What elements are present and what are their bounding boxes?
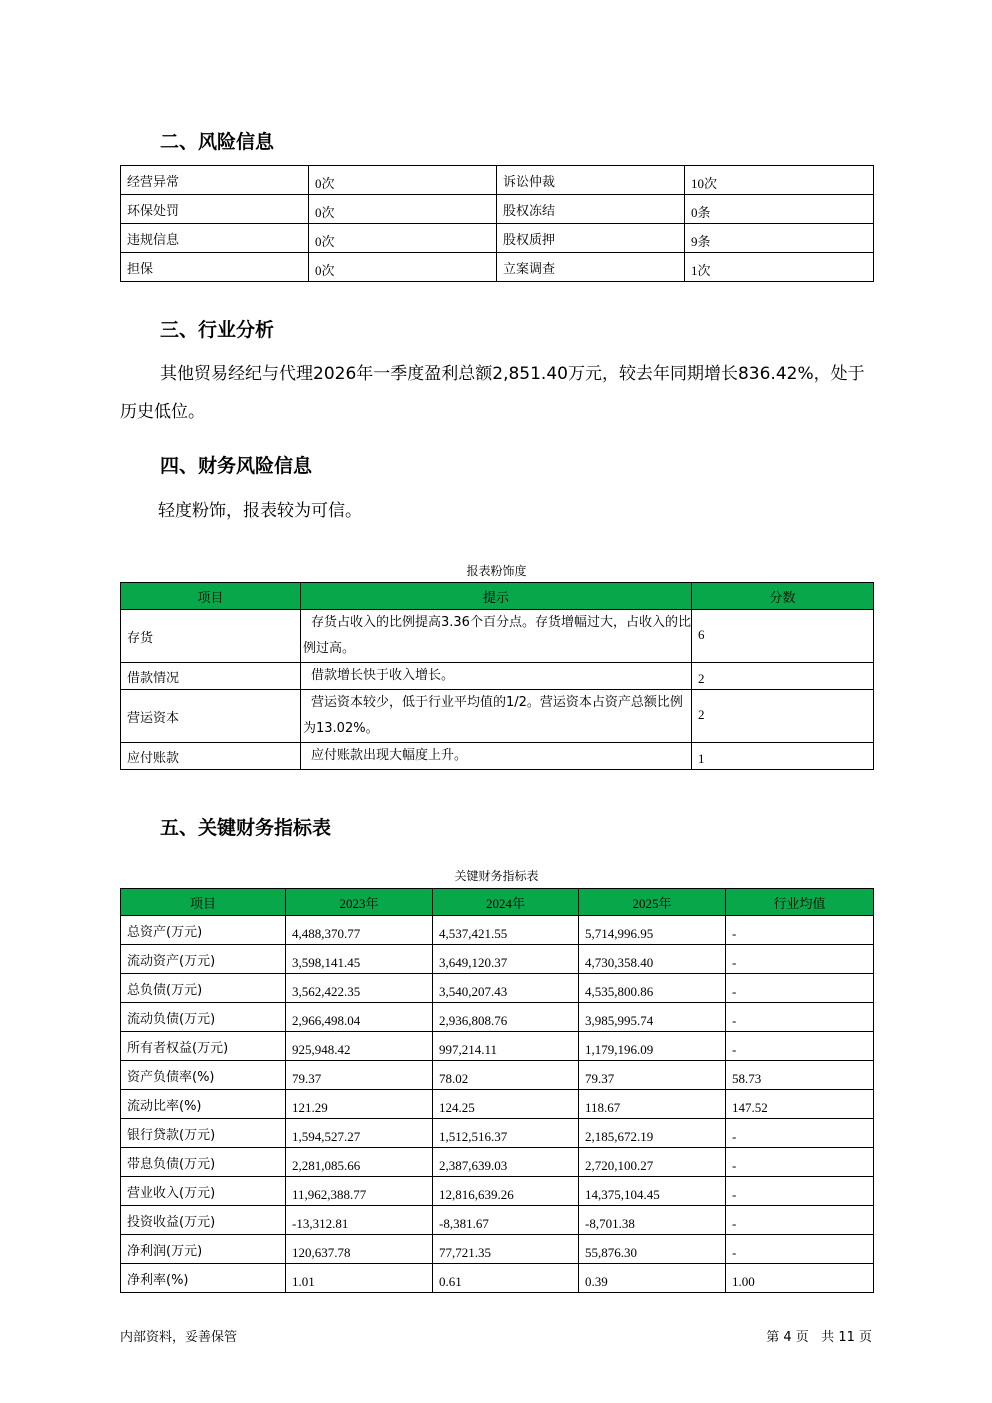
whitewash-score: 2 [692, 690, 874, 743]
table-row [121, 1032, 874, 1061]
metric-value: 997,214.11 [433, 1032, 579, 1061]
risk-count: 1次 [685, 253, 874, 282]
col-header-tip: 提示 [301, 583, 692, 610]
risk-table [120, 165, 874, 282]
whitewash-score: 2 [692, 663, 874, 690]
metric-value: - [726, 916, 874, 945]
risk-label: 诉讼仲裁 [497, 166, 685, 195]
metric-value: 1.01 [286, 1264, 433, 1293]
whitewash-item: 存货 [121, 610, 301, 663]
metric-value: -8,381.67 [433, 1206, 579, 1235]
fin-risk-paragraph: 轻度粉饰，报表较为可信。 [158, 501, 362, 521]
metric-value: 2,281,085.66 [286, 1148, 433, 1177]
risk-label: 环保处罚 [121, 195, 309, 224]
table-row [121, 253, 874, 282]
metric-value: 79.37 [286, 1061, 433, 1090]
key-table-caption: 关键财务指标表 [454, 869, 539, 883]
metric-value: 1,594,527.27 [286, 1119, 433, 1148]
footer-page-number: 第 4 页 共 11 页 [766, 1330, 872, 1345]
metric-value: 925,948.42 [286, 1032, 433, 1061]
table-row [121, 1148, 874, 1177]
risk-label: 经营异常 [121, 166, 309, 195]
metric-value: 3,649,120.37 [433, 945, 579, 974]
metric-value: 3,985,995.74 [579, 1003, 726, 1032]
metric-value: 2,936,808.76 [433, 1003, 579, 1032]
table-row [121, 166, 874, 195]
metric-value: 2,387,639.03 [433, 1148, 579, 1177]
whitewash-tip [301, 690, 692, 743]
table-row [121, 224, 874, 253]
whitewash-tip-line: 应付账款出现大幅度上升。 [311, 748, 468, 763]
metric-label: 总负债(万元) [121, 974, 286, 1003]
risk-count: 9条 [685, 224, 874, 253]
whitewash-score: 6 [692, 610, 874, 663]
table-row [121, 663, 874, 690]
metric-value: 0.61 [433, 1264, 579, 1293]
table-row [121, 1061, 874, 1090]
whitewash-tip [301, 663, 692, 690]
risk-count: 10次 [685, 166, 874, 195]
whitewash-item: 营运资本 [121, 690, 301, 743]
metric-value: 4,537,421.55 [433, 916, 579, 945]
risk-count: 0次 [309, 166, 497, 195]
metric-label: 带息负债(万元) [121, 1148, 286, 1177]
whitewash-score: 1 [692, 743, 874, 770]
risk-label: 违规信息 [121, 224, 309, 253]
whitewash-table [120, 582, 874, 770]
col-header-industry-avg: 行业均值 [726, 889, 874, 916]
metric-value: 79.37 [579, 1061, 726, 1090]
metric-label: 总资产(万元) [121, 916, 286, 945]
metric-value: 121.29 [286, 1090, 433, 1119]
metric-value: 14,375,104.45 [579, 1177, 726, 1206]
table-row [121, 1177, 874, 1206]
metric-label: 流动比率(%) [121, 1090, 286, 1119]
risk-label: 股权质押 [497, 224, 685, 253]
metric-value: - [726, 974, 874, 1003]
metric-value: 3,540,207.43 [433, 974, 579, 1003]
metric-value: 1,512,516.37 [433, 1119, 579, 1148]
table-row [121, 195, 874, 224]
table-row [121, 1264, 874, 1293]
metric-value: - [726, 1148, 874, 1177]
metric-value: 12,816,639.26 [433, 1177, 579, 1206]
metric-label: 净利率(%) [121, 1264, 286, 1293]
industry-paragraph: 其他贸易经纪与代理2026年一季度盈利总额2,851.40万元，较去年同期增长836.42%，处于历史低位。 [120, 364, 865, 422]
metric-value: 118.67 [579, 1090, 726, 1119]
table-row [121, 1206, 874, 1235]
metric-value: 147.52 [726, 1090, 874, 1119]
whitewash-item: 应付账款 [121, 743, 301, 770]
metric-value: -8,701.38 [579, 1206, 726, 1235]
metric-label: 资产负债率(%) [121, 1061, 286, 1090]
table-row [121, 690, 874, 743]
metric-value: 120,637.78 [286, 1235, 433, 1264]
table-row [121, 1090, 874, 1119]
metric-value: 2,720,100.27 [579, 1148, 726, 1177]
col-header-2023: 2023年 [286, 889, 433, 916]
section-title-risk: 二、风险信息 [160, 131, 275, 153]
metric-value: - [726, 1177, 874, 1206]
metric-value: 3,598,141.45 [286, 945, 433, 974]
metric-value: 5,714,996.95 [579, 916, 726, 945]
metric-value: 2,185,672.19 [579, 1119, 726, 1148]
metric-value: - [726, 945, 874, 974]
metric-value: - [726, 1003, 874, 1032]
table-row [121, 743, 874, 770]
metric-value: 2,966,498.04 [286, 1003, 433, 1032]
table-row [121, 974, 874, 1003]
col-header-score: 分数 [692, 583, 874, 610]
metric-label: 营业收入(万元) [121, 1177, 286, 1206]
metric-label: 流动负债(万元) [121, 1003, 286, 1032]
metric-value: 58.73 [726, 1061, 874, 1090]
metric-label: 银行贷款(万元) [121, 1119, 286, 1148]
col-header-2025: 2025年 [579, 889, 726, 916]
metric-value: 3,562,422.35 [286, 974, 433, 1003]
whitewash-tip-line: 借款增长快于收入增长。 [311, 668, 455, 683]
col-header-item: 项目 [121, 583, 301, 610]
whitewash-caption: 报表粉饰度 [466, 564, 527, 578]
risk-count: 0次 [309, 195, 497, 224]
risk-count: 0条 [685, 195, 874, 224]
table-row [121, 1003, 874, 1032]
metric-value: 0.39 [579, 1264, 726, 1293]
metric-value: - [726, 1119, 874, 1148]
metric-value: - [726, 1032, 874, 1061]
table-row [121, 916, 874, 945]
whitewash-tip-line: 例过高。 [303, 641, 356, 656]
table-row [121, 610, 874, 663]
metric-label: 流动资产(万元) [121, 945, 286, 974]
metric-value: -13,312.81 [286, 1206, 433, 1235]
metric-value: - [726, 1206, 874, 1235]
whitewash-tip [301, 743, 692, 770]
metric-value: 124.25 [433, 1090, 579, 1119]
table-row [121, 945, 874, 974]
whitewash-tip [301, 610, 692, 663]
metric-value: 4,730,358.40 [579, 945, 726, 974]
key-finance-table [120, 888, 874, 1293]
metric-value: 1,179,196.09 [579, 1032, 726, 1061]
metric-value: 4,535,800.86 [579, 974, 726, 1003]
section-title-key: 五、关键财务指标表 [160, 817, 332, 839]
table-row [121, 1235, 874, 1264]
metric-value: 4,488,370.77 [286, 916, 433, 945]
metric-value: - [726, 1235, 874, 1264]
col-header-2024: 2024年 [433, 889, 579, 916]
whitewash-item: 借款情况 [121, 663, 301, 690]
risk-label: 股权冻结 [497, 195, 685, 224]
col-header-item: 项目 [121, 889, 286, 916]
table-row [121, 1119, 874, 1148]
metric-label: 投资收益(万元) [121, 1206, 286, 1235]
whitewash-tip-line: 营运资本较少，低于行业平均值的1/2。营运资本占资产总额比例 [311, 695, 683, 710]
footer-confidential: 内部资料，妥善保管 [120, 1330, 238, 1345]
whitewash-tip-line: 为13.02%。 [303, 721, 379, 736]
whitewash-tip-line: 存货占收入的比例提高3.36个百分点。存货增幅过大，占收入的比 [311, 615, 691, 630]
metric-label: 净利润(万元) [121, 1235, 286, 1264]
risk-label: 立案调查 [497, 253, 685, 282]
risk-count: 0次 [309, 224, 497, 253]
metric-value: 77,721.35 [433, 1235, 579, 1264]
section-title-fin-risk: 四、财务风险信息 [160, 455, 313, 477]
metric-value: 55,876.30 [579, 1235, 726, 1264]
metric-value: 1.00 [726, 1264, 874, 1293]
risk-count: 0次 [309, 253, 497, 282]
metric-label: 所有者权益(万元) [121, 1032, 286, 1061]
section-title-industry: 三、行业分析 [160, 319, 275, 341]
metric-value: 78.02 [433, 1061, 579, 1090]
metric-value: 11,962,388.77 [286, 1177, 433, 1206]
risk-label: 担保 [121, 253, 309, 282]
